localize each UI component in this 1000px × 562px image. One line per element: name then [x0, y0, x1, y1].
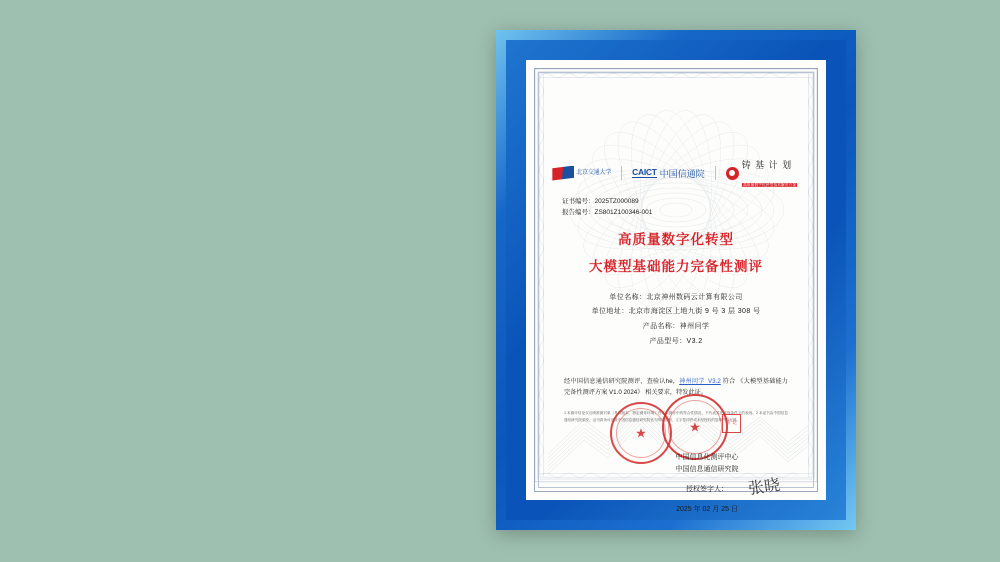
- logo-row: [552, 160, 800, 187]
- certificate-frame-outer: [496, 30, 856, 530]
- caict-logo-mark: CAICT: [632, 166, 657, 177]
- zhuji-program-logo: [726, 155, 800, 190]
- zhuji-logo-title: 铸 基 计 划: [741, 160, 793, 171]
- handwritten-signature: 张晓: [747, 476, 782, 499]
- certificate-fields: [552, 291, 800, 350]
- org-line-2: 中国信息通信研究院: [675, 465, 739, 473]
- seal-verified-square: 验 讫: [722, 414, 741, 433]
- statement-product-link: 神州问学_V3.2: [679, 377, 721, 385]
- field-company-address: 单位地址：北京市海淀区上地九街 9 号 3 层 308 号: [591, 308, 761, 316]
- certificate-number: 证书编号：2025TZ000089: [562, 198, 639, 205]
- star-icon: ★: [635, 425, 647, 441]
- zhuji-logo-text: [742, 155, 800, 190]
- certificate-title: [552, 228, 800, 275]
- title-line-1: 高质量数字化转型: [618, 231, 734, 247]
- statement-middle: 符合 《大模型基础能力完备性测评方案 V1.0 2024》 相关要求，特发此证。: [564, 377, 788, 396]
- bjtu-logo-mark: [552, 166, 574, 181]
- certificate-paper: [526, 60, 826, 513]
- issuing-organization: [632, 452, 782, 475]
- bjtu-logo-label: 北京交通大学: [576, 169, 612, 176]
- certificate-content: [552, 86, 800, 513]
- signature-label-row: 授权签字人：: [686, 486, 728, 493]
- field-company-name: 单位名称：北京神州数码云计算有限公司: [609, 293, 743, 301]
- caict-logo: [632, 167, 705, 180]
- bjtu-logo: [552, 166, 611, 181]
- logo-divider-2: [715, 166, 716, 180]
- field-product-name: 产品名称：神州问学: [642, 323, 710, 331]
- zhuji-logo-subtitle: 高质量数字化转型技术解决方案: [742, 182, 796, 187]
- certificate-frame-inner: [506, 40, 846, 520]
- report-number: 报告编号：ZS801Z100346-001: [562, 209, 653, 217]
- star-icon-2: ★: [689, 419, 701, 435]
- issue-date: 2025 年 02 月 25 日: [676, 506, 738, 513]
- seal-caict-official: [662, 394, 728, 460]
- statement-prefix: 经中国信息通信研究院测评、查验认he，: [564, 377, 680, 385]
- logo-divider: [621, 166, 622, 180]
- certificate-footnote: 1 本测评结论仅反映被测对象（具体版本、特定测评环境）在本次测评中的符合性情况，不代表其在其他条件下的表现。2 本证书由中国信息通信研究院颁发，证书真伪可登录中国信息通信研究院官方网站查询，文字复印件或未经授权的复制件均无效。: [564, 411, 788, 422]
- org-line-1: 中国信息化测评中心: [675, 454, 739, 461]
- field-product-model: 产品型号：V3.2: [649, 337, 703, 345]
- caict-logo-label: 中国信通院: [659, 168, 705, 179]
- certificate-codes: [562, 196, 800, 219]
- title-line-2: 大模型基础能力完备性测评: [589, 258, 763, 274]
- zhuji-logo-icon: [726, 167, 739, 180]
- seal-and-signature-area: [606, 386, 786, 516]
